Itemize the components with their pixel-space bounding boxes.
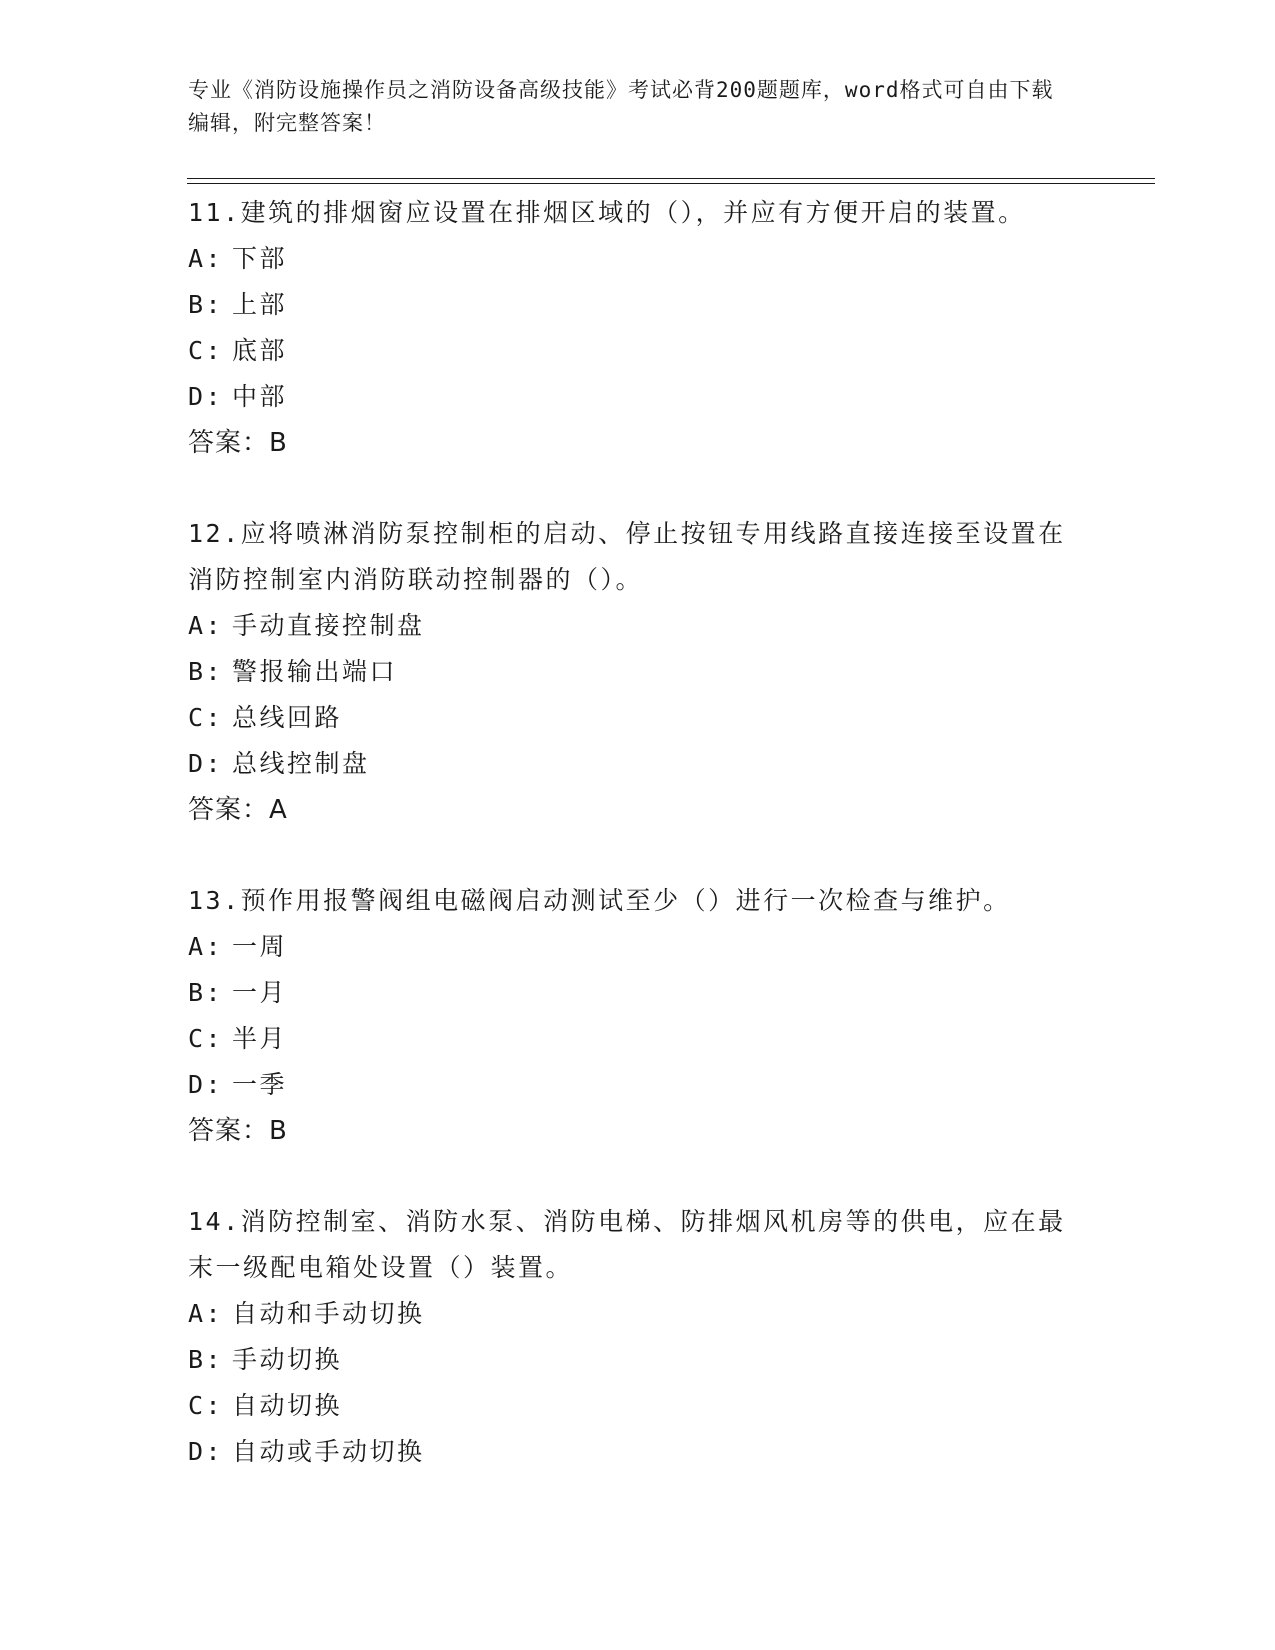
option-letter: D: (188, 1437, 224, 1466)
option-letter: D: (188, 749, 224, 778)
option-text: 总线回路 (232, 703, 343, 732)
option-text: 警报输出端口 (232, 657, 398, 686)
question-option (188, 282, 1088, 328)
option-text: 手动切换 (232, 1345, 343, 1374)
question-answer: 答案：B (188, 428, 288, 458)
question-option (188, 236, 1088, 282)
option-letter: B: (188, 978, 224, 1007)
option-text: 总线控制盘 (232, 749, 370, 778)
question-option (188, 1291, 1088, 1337)
option-text: 一季 (232, 1070, 288, 1099)
question-option (188, 741, 1088, 787)
question-option (188, 1429, 1088, 1475)
question-title: 11.建筑的排烟窗应设置在排烟区域的（），并应有方便开启的装置。 (188, 198, 1026, 227)
option-letter: D: (188, 1070, 224, 1099)
option-letter: B: (188, 1345, 224, 1374)
question-item (188, 1199, 1088, 1475)
question-option (188, 695, 1088, 741)
header-divider-top (187, 178, 1155, 179)
question-item (188, 190, 1088, 466)
question-option (188, 924, 1088, 970)
question-list (188, 190, 1088, 1520)
question-option (188, 1062, 1088, 1108)
question-option (188, 1383, 1088, 1429)
question-item (188, 878, 1088, 1154)
question-answer: 答案：A (188, 795, 288, 825)
question-option (188, 970, 1088, 1016)
option-letter: A: (188, 244, 224, 273)
option-letter: C: (188, 336, 224, 365)
question-option (188, 603, 1088, 649)
option-letter: C: (188, 1024, 224, 1053)
option-letter: C: (188, 703, 224, 732)
option-text: 下部 (232, 244, 288, 273)
option-text: 自动或手动切换 (232, 1437, 425, 1466)
question-title: 13.预作用报警阀组电磁阀启动测试至少（）进行一次检查与维护。 (188, 886, 1011, 915)
question-option (188, 374, 1088, 420)
question-option (188, 328, 1088, 374)
question-title: 14.消防控制室、消防水泵、消防电梯、防排烟风机房等的供电，应在最末一级配电箱处设置（）装置。 (188, 1207, 1066, 1282)
option-letter: B: (188, 657, 224, 686)
header-divider-bottom (187, 183, 1155, 184)
document-header: 专业《消防设施操作员之消防设备高级技能》考试必背200题题库，word格式可自由下载编辑，附完整答案！ (188, 78, 1054, 135)
option-text: 中部 (232, 382, 288, 411)
option-letter: B: (188, 290, 224, 319)
option-text: 上部 (232, 290, 288, 319)
option-letter: C: (188, 1391, 224, 1420)
option-text: 自动切换 (232, 1391, 343, 1420)
option-text: 底部 (232, 336, 288, 365)
question-option (188, 649, 1088, 695)
option-letter: D: (188, 382, 224, 411)
option-letter: A: (188, 611, 224, 640)
question-title: 12.应将喷淋消防泵控制柜的启动、停止按钮专用线路直接连接至设置在消防控制室内消防联动控制器的（）。 (188, 519, 1066, 594)
question-option (188, 1337, 1088, 1383)
option-text: 一周 (232, 932, 288, 961)
option-text: 自动和手动切换 (232, 1299, 425, 1328)
question-answer: 答案：B (188, 1116, 288, 1146)
question-item (188, 511, 1088, 833)
question-option (188, 1016, 1088, 1062)
option-text: 手动直接控制盘 (232, 611, 425, 640)
option-text: 一月 (232, 978, 288, 1007)
option-letter: A: (188, 1299, 224, 1328)
option-letter: A: (188, 932, 224, 961)
option-text: 半月 (232, 1024, 288, 1053)
